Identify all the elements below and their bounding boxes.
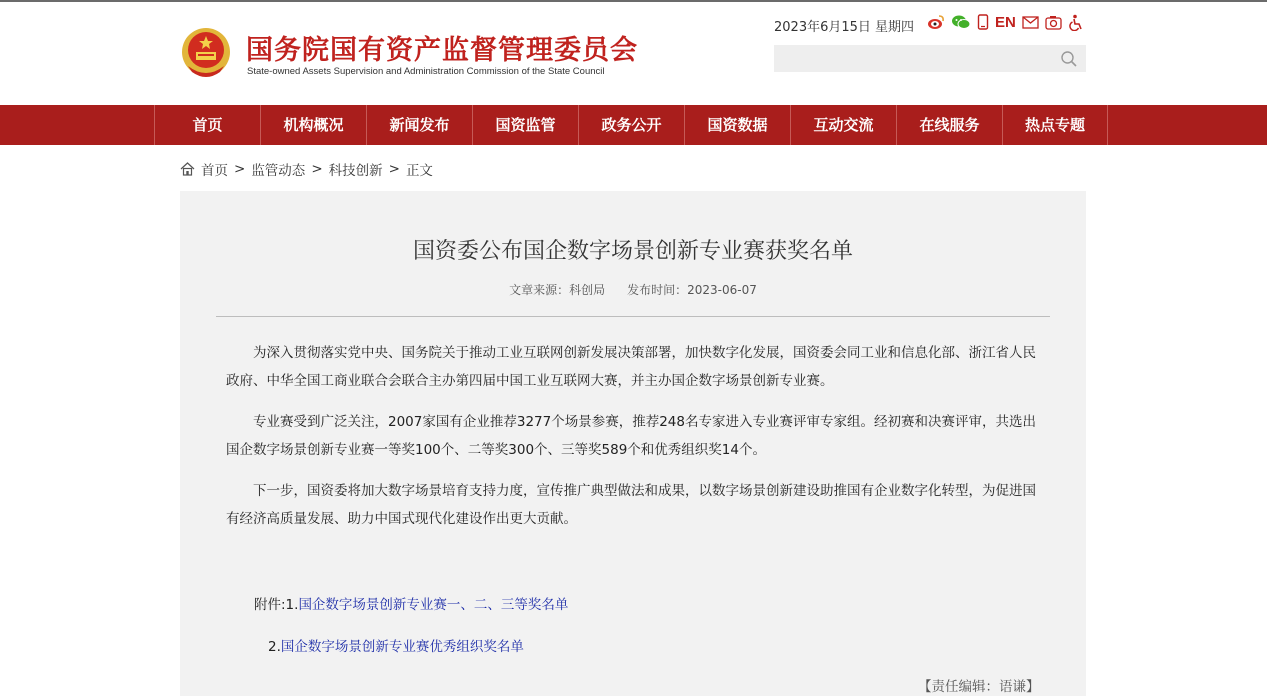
search-input[interactable] bbox=[774, 45, 1044, 72]
weibo-icon[interactable] bbox=[927, 14, 945, 30]
attachment-line-2 bbox=[268, 635, 524, 655]
breadcrumb-supervision-news[interactable]: 监管动态 bbox=[251, 163, 306, 179]
nav-item-online-services[interactable]: 在线服务 bbox=[896, 105, 1002, 145]
article-paragraph-2: 专业赛受到广泛关注，2007家国有企业推荐3277个场景参赛，推荐248名专家进入专业赛评审专家组。经初赛和决赛评审，共选出国企数字场景创新专业赛一等奖100个、二等奖300个、三等奖589个和优秀组织奖14个。 bbox=[226, 414, 1036, 458]
article-source: 文章来源：科创局 bbox=[509, 283, 606, 297]
home-icon bbox=[180, 162, 195, 176]
breadcrumb-separator: > bbox=[311, 161, 323, 177]
current-date: 2023年6月15日 星期四 bbox=[774, 20, 915, 35]
breadcrumb-current: 正文 bbox=[405, 163, 433, 179]
main-nav bbox=[0, 105, 1267, 145]
header-tools bbox=[927, 12, 1084, 32]
camera-icon[interactable] bbox=[1045, 15, 1062, 30]
national-emblem-icon bbox=[180, 26, 232, 80]
nav-item-organization[interactable]: 机构概况 bbox=[260, 105, 366, 145]
attachment-line-1 bbox=[254, 593, 568, 613]
attachment-link-2[interactable]: 国企数字场景创新专业赛优秀组织奖名单 bbox=[280, 639, 524, 655]
site-title-en: State-owned Assets Supervision and Administration Commission of the State Council bbox=[247, 66, 605, 77]
nav-item-government-affairs[interactable]: 政务公开 bbox=[578, 105, 684, 145]
breadcrumb-home[interactable]: 首页 bbox=[201, 163, 228, 179]
attachment-prefix-2: 2. bbox=[268, 639, 281, 655]
breadcrumb bbox=[180, 159, 433, 179]
nav-item-data[interactable]: 国资数据 bbox=[684, 105, 790, 145]
nav-item-news[interactable]: 新闻发布 bbox=[366, 105, 472, 145]
article-title: 国资委公布国企数字场景创新专业赛获奖名单 bbox=[412, 239, 853, 264]
en-link[interactable]: EN bbox=[995, 13, 1016, 31]
breadcrumb-separator: > bbox=[234, 161, 246, 177]
responsible-editor: 【责任编辑：语谦】 bbox=[918, 679, 1040, 695]
mail-icon[interactable] bbox=[1022, 16, 1039, 29]
breadcrumb-tech-innovation[interactable]: 科技创新 bbox=[328, 163, 383, 179]
nav-item-interaction[interactable]: 互动交流 bbox=[790, 105, 896, 145]
article-divider bbox=[216, 316, 1050, 317]
breadcrumb-separator: > bbox=[388, 161, 400, 177]
top-border-line bbox=[0, 0, 1267, 2]
mobile-icon[interactable] bbox=[977, 14, 989, 30]
article-paragraph-1: 为深入贯彻落实党中央、国务院关于推动工业互联网创新发展决策部署，加快数字化发展，国资委会同工业和信息化部、浙江省人民政府、中华全国工商业联合会联合主办第四届中国工业互联网大赛，并主办国企数字场景创新专业赛。 bbox=[226, 345, 1036, 389]
attachment-link-1[interactable]: 国企数字场景创新专业赛一、二、三等奖名单 bbox=[298, 597, 569, 613]
search-icon[interactable] bbox=[1060, 50, 1078, 68]
site-title-cn[interactable]: 国务院国有资产监督管理委员会 bbox=[246, 35, 638, 66]
nav-item-supervision[interactable]: 国资监管 bbox=[472, 105, 578, 145]
article-publish-time: 发布时间：2023-06-07 bbox=[627, 283, 757, 297]
nav-item-home[interactable]: 首页 bbox=[154, 105, 260, 145]
accessibility-icon[interactable] bbox=[1068, 14, 1084, 31]
nav-item-hot-topics[interactable]: 热点专题 bbox=[1002, 105, 1108, 145]
search-box bbox=[774, 45, 1086, 72]
article-paragraph-3: 下一步，国资委将加大数字场景培育支持力度，宣传推广典型做法和成果，以数字场景创新建设助推国有企业数字化转型，为促进国有经济高质量发展、助力中国式现代化建设作出更大贡献。 bbox=[226, 483, 1036, 527]
article-meta bbox=[180, 281, 1086, 298]
attachment-prefix: 附件:1. bbox=[254, 597, 299, 613]
wechat-icon[interactable] bbox=[951, 14, 971, 30]
article-panel bbox=[180, 191, 1086, 696]
